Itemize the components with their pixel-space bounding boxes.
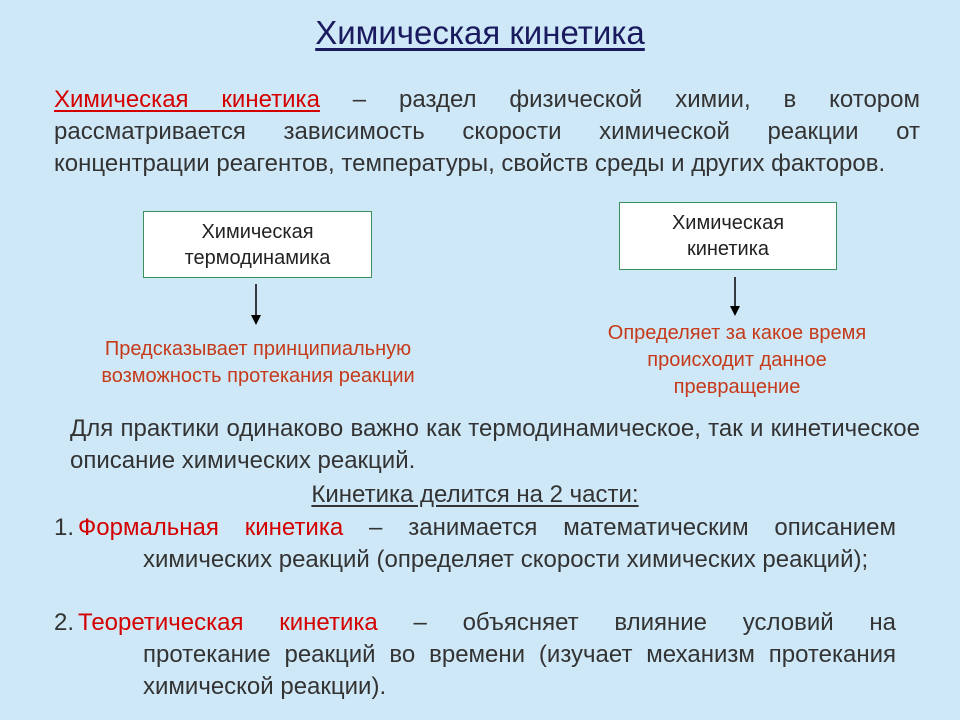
list-item-number: 2. [54,609,75,636]
list-item [54,512,896,576]
thermodynamics-note-line1: Предсказывает принципиальную [104,338,412,360]
thermodynamics-box [143,211,372,278]
kinetics-note-line2: происходит данное [647,349,827,371]
parts-heading: Кинетика делится на 2 части: [311,481,639,508]
kinetics-note-line1: Определяет за какое время [607,322,867,344]
kinetics-note-line3: превращение [673,376,801,398]
thermodynamics-arrow [250,284,262,326]
practice-paragraph: Для практики одинаково важно как термодинамическое, так и кинетическое описание химических реакций. [70,415,920,474]
thermodynamics-box-line2: термодинамика [184,247,331,269]
kinetics-box-line1: Химическая [671,212,785,234]
kinetics-note [572,320,902,401]
list-item-number: 1. [54,514,75,541]
list-item-text: – занимается математическим описанием [343,514,897,541]
thermodynamics-note-line2: возможность протекания реакции [101,365,415,387]
kinetics-box [619,202,837,270]
list-item [54,607,896,703]
thermodynamics-box-line1: Химическая [201,221,314,243]
list-item-continuation: протекание реакций во времени (изучает механизм протекания химической реакции). [143,641,896,700]
definition-text: – раздел физической химии, в котором рассматривается зависимость скорости химической реакции от концентрации реагентов, температуры, свойств среды и других факторов. [54,86,920,177]
list-item-text: – объясняет влияние условий на [377,609,896,636]
kinetics-arrow [729,277,741,317]
definition-term: Химическая кинетика [54,86,320,113]
list-item-term: Формальная кинетика [78,514,344,541]
thermodynamics-note [56,336,460,390]
list-item-continuation: химических реакций (определяет скорости химических реакций); [143,546,869,573]
kinetics-box-line2: кинетика [686,238,770,260]
slide-title: Химическая кинетика [315,14,645,51]
list-item-term: Теоретическая кинетика [78,609,378,636]
definition-paragraph [54,84,920,180]
